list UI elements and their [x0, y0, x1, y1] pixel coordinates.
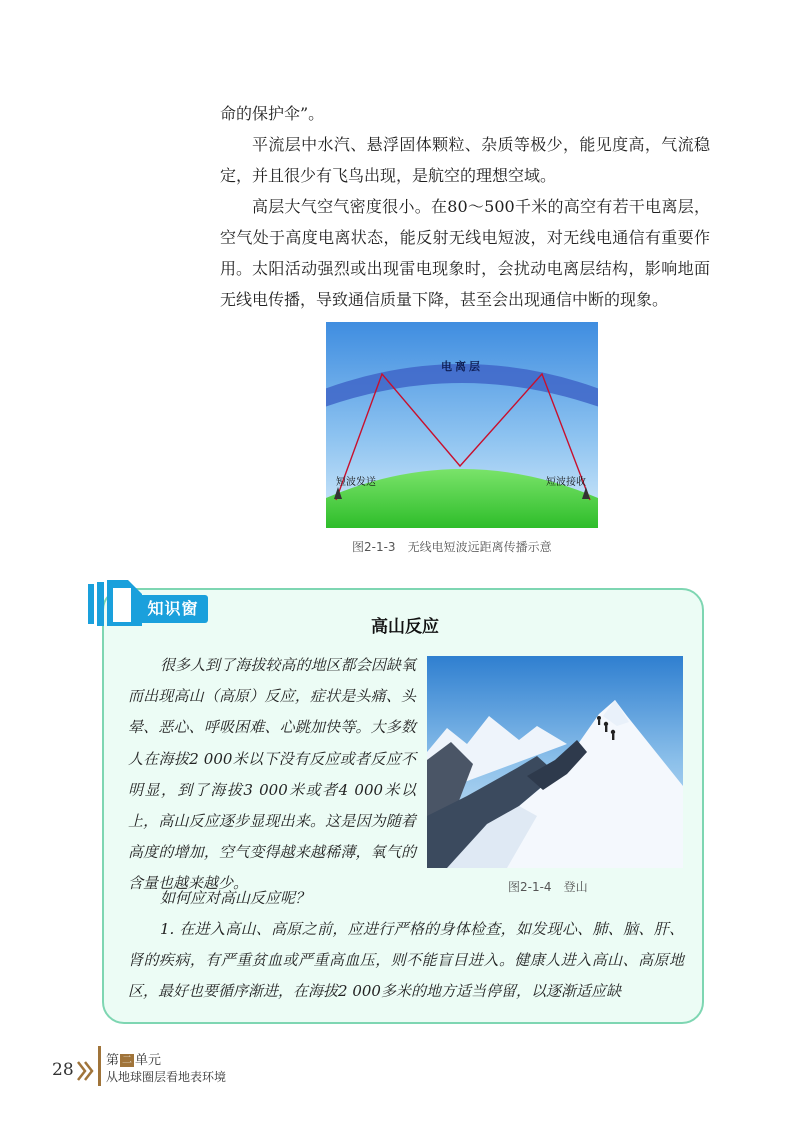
paragraph-solar-activity: 太阳活动强烈或出现雷电现象时，会扰动电离层结构，影响地面无线电传播，导致通信质量下降，甚至会出现通信中断的现象。: [220, 259, 710, 309]
unit-subtitle: 从地球圈层看地表环境: [106, 1070, 227, 1084]
unit-label: [106, 1049, 161, 1068]
footer-divider: [98, 1046, 101, 1086]
unit-number-badge: 二: [122, 1055, 133, 1066]
paragraph-upper-atmosphere: 高层大气空气密度很小。在80～500千米的高空有若干电离层，空气处于高度电离状态，能反射无线电短波，对无线电通信有重要作用。: [220, 197, 710, 278]
send-label: 短波发送: [336, 477, 376, 488]
figure-caption-radio: 图2-1-3 无线电短波远距离传播示意: [352, 540, 552, 554]
page-chevron-icon: [76, 1058, 96, 1084]
knowledge-window-tab: 知识窗: [138, 595, 208, 623]
knowledge-step-1: 1. 在进入高山、高原之前，应进行严格的身体检查，如发现心、肺、脑、肝、肾的疾病，有严重贫血或严重高血压，则不能盲目进入。健康人进入高山、高原地区，最好也要循序渐进，在海拔2 000多米的地方适当停留，以逐渐适应缺: [128, 920, 684, 1001]
unit-prefix: 第: [106, 1053, 120, 1068]
knowledge-title: 高山反应: [371, 617, 439, 637]
paragraph-stratosphere: 平流层中水汽、悬浮固体颗粒、杂质等极少，能见度高，气流稳定，并且很少有飞鸟出现，是航空的理想空域。: [220, 135, 710, 185]
receive-label: 短波接收: [546, 477, 586, 488]
figure-caption-mountain: 图2-1-4 登山: [508, 880, 588, 894]
unit-suffix: 单元: [135, 1053, 162, 1068]
radio-propagation-diagram: [326, 322, 598, 528]
ionosphere-label: 电离层: [441, 360, 483, 373]
mountain-climbing-photo: [427, 656, 683, 868]
page-number: 28: [52, 1060, 74, 1080]
knowledge-window-logo-icon: [88, 578, 142, 628]
knowledge-body: 很多人到了海拔较高的地区都会因缺氧而出现高山（高原）反应，症状是头痛、头晕、恶心、呼吸困难、心跳加快等。大多数人在海拔2 000米以下没有反应或者反应不明显，到了海拔3 000米或者4 000米以上，高山反应逐步显现出来。这是因为随着高度的增加，空气变得越来越稀薄，氧气的含量也越来越少。: [128, 656, 416, 893]
knowledge-question: 如何应对高山反应呢？: [160, 889, 311, 907]
paragraph-continuation: 命的保护伞”。: [220, 104, 325, 123]
